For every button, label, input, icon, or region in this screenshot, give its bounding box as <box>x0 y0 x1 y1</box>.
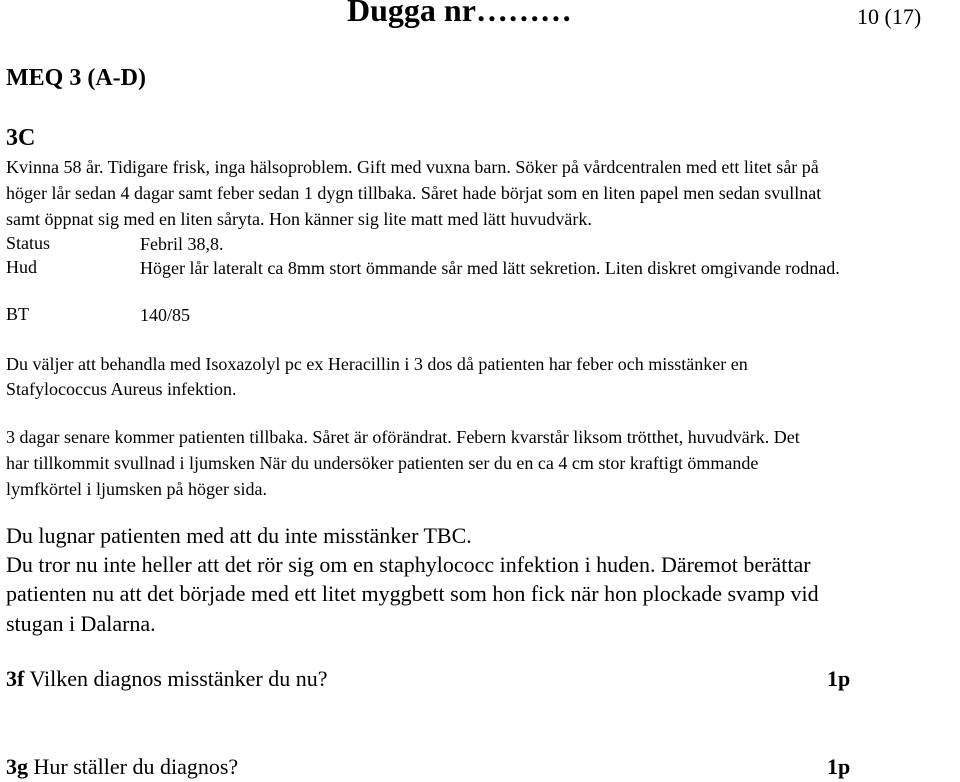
question-3f <box>6 666 328 692</box>
finding-value: Höger lår lateralt ca 8mm stort ömmande sår med lätt sekretion. Liten diskret omgivande rodnad. <box>140 258 840 278</box>
question-text: Vilken diagnos misstänker du nu? <box>29 666 328 691</box>
finding-label: BT <box>6 304 30 324</box>
section-heading: MEQ 3 (A-D) <box>6 65 146 91</box>
case-id: 3C <box>6 125 36 151</box>
intro-line: höger lår sedan 4 dagar samt feber sedan 1 dygn tillbaka. Såret hade börjat som en liten papel men sedan svullnat <box>6 183 822 203</box>
intro-line: samt öppnat sig med en liten såryta. Hon känner sig lite matt med lätt huvudvärk. <box>6 209 592 229</box>
finding-label: Status <box>6 233 51 253</box>
intro-line: Kvinna 58 år. Tidigare frisk, inga hälsoproblem. Gift med vuxna barn. Söker på vårdcentralen med ett litet sår på <box>6 157 819 177</box>
question-points: 1p <box>827 666 851 691</box>
page-number: 10 (17) <box>857 4 922 29</box>
question-points: 1p <box>827 754 851 779</box>
followup-line: 3 dagar senare kommer patienten tillbaka. Såret är oförändrat. Febern kvarstår liksom trötthet, huvudvärk. Det <box>6 427 800 447</box>
question-text: Hur ställer du diagnos? <box>33 754 239 779</box>
treatment-line: Du väljer att behandla med Isoxazolyl pc ex Heracillin i 3 dos då patienten har feber och misstänker en <box>6 354 748 374</box>
question-id: 3g <box>6 754 28 779</box>
question-id: 3f <box>6 666 25 691</box>
info-line: Du tror nu inte heller att det rör sig om en staphylococc infektion i huden. Däremot berättar <box>6 552 811 577</box>
info-line: stugan i Dalarna. <box>6 611 156 636</box>
info-line: Du lugnar patienten med att du inte misstänker TBC. <box>6 523 472 548</box>
finding-label: Hud <box>6 257 37 277</box>
page-title: Dugga nr……… <box>347 0 572 28</box>
info-line: patienten nu att det började med ett litet myggbett som hon fick när hon plockade svamp vid <box>6 581 819 606</box>
question-3g <box>6 754 238 780</box>
finding-value: Febril 38,8. <box>140 234 224 254</box>
followup-line: lymfkörtel i ljumsken på höger sida. <box>6 479 267 499</box>
finding-value: 140/85 <box>140 305 191 325</box>
treatment-line: Stafylococcus Aureus infektion. <box>6 379 237 399</box>
followup-line: har tillkommit svullnad i ljumsken När du undersöker patienten ser du en ca 4 cm stor kraftigt ömmande <box>6 453 759 473</box>
